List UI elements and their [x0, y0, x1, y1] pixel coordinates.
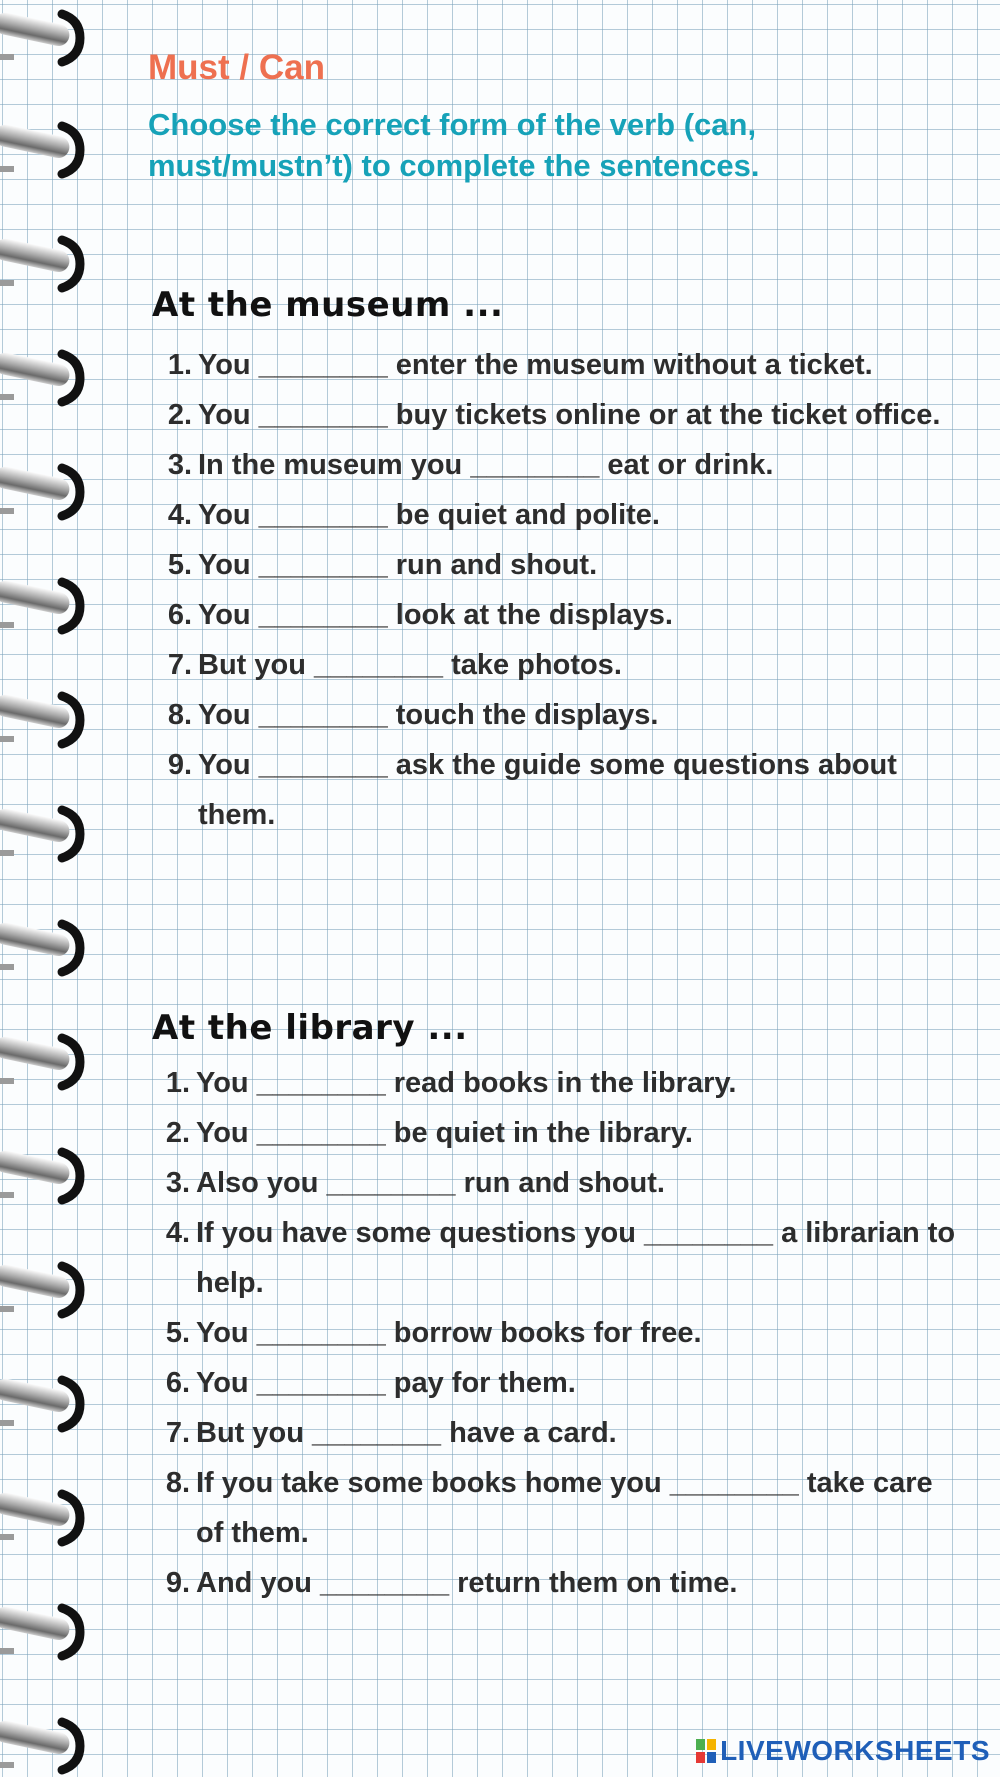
binding-ring [0, 579, 80, 630]
list-item [167, 540, 968, 590]
sentence-text: You ________ be quiet and polite. [198, 499, 660, 531]
binding-ring [0, 123, 80, 174]
sentence-text: But you ________ have a card. [196, 1417, 617, 1449]
binding-ring [0, 1719, 80, 1770]
item-number: 1. [167, 349, 192, 381]
sentence-text: You ________ be quiet in the library. [196, 1117, 693, 1149]
list-item [165, 1158, 966, 1208]
binding-ring [0, 465, 80, 516]
item-number: 2. [165, 1117, 190, 1149]
binding-ring [0, 1377, 80, 1428]
item-number: 5. [165, 1317, 190, 1349]
sentence-text: You ________ ask the guide some questions about them. [198, 749, 897, 831]
sentence-text: If you have some questions you ________ a librarian to help. [196, 1217, 956, 1299]
binding-ring [0, 1491, 80, 1542]
item-number: 7. [165, 1417, 190, 1449]
binding-ring [0, 921, 80, 972]
sentence-text: You ________ buy tickets online or at the ticket office. [198, 399, 941, 431]
item-number: 5. [167, 549, 192, 581]
list-item [165, 1358, 966, 1408]
spiral-binding [0, 0, 100, 1777]
binding-ring [0, 1149, 80, 1200]
binding-ring [0, 1263, 80, 1314]
list-item [167, 490, 968, 540]
list-item [167, 590, 968, 640]
list-item [167, 390, 968, 440]
binding-ring [0, 1605, 80, 1656]
binding-ring [0, 237, 80, 288]
list-item [167, 640, 968, 690]
sentence-text: You ________ enter the museum without a ticket. [198, 349, 873, 381]
liveworksheets-logo-icon [695, 1738, 717, 1764]
sentence-text: You ________ read books in the library. [196, 1067, 737, 1099]
item-number: 8. [167, 699, 192, 731]
sentence-text: You ________ pay for them. [196, 1367, 576, 1399]
list-item [165, 1058, 966, 1108]
museum-sentence-list [167, 340, 968, 840]
binding-ring [0, 11, 80, 62]
sentence-text: You ________ borrow books for free. [196, 1317, 702, 1349]
item-number: 9. [167, 749, 192, 781]
item-number: 6. [167, 599, 192, 631]
liveworksheets-logo[interactable] [695, 1735, 990, 1767]
section-heading-museum: At the museum ... [152, 285, 504, 325]
binding-ring [0, 807, 80, 858]
binding-ring [0, 351, 80, 402]
list-item [167, 340, 968, 390]
item-number: 3. [165, 1167, 190, 1199]
sentence-text: And you ________ return them on time. [196, 1567, 738, 1599]
sentence-text: You ________ look at the displays. [198, 599, 673, 631]
binding-ring [0, 1035, 80, 1086]
section-heading-library: At the library ... [152, 1008, 468, 1048]
item-number: 8. [165, 1467, 190, 1499]
worksheet-title: Must / Can [148, 48, 325, 87]
list-item [165, 1308, 966, 1358]
list-item [165, 1558, 966, 1608]
item-number: 6. [165, 1367, 190, 1399]
list-item [165, 1458, 966, 1558]
instructions: Choose the correct form of the verb (can, must/mustn’t) to complete the sentences. [148, 107, 760, 183]
item-number: 4. [167, 499, 192, 531]
list-item [167, 440, 968, 490]
list-item [165, 1408, 966, 1458]
library-sentence-list [165, 1058, 966, 1608]
sentence-text: In the museum you ________ eat or drink. [198, 449, 774, 481]
list-item [167, 690, 968, 740]
item-number: 2. [167, 399, 192, 431]
binding-ring [0, 693, 80, 744]
sentence-text: But you ________ take photos. [198, 649, 622, 681]
item-number: 7. [167, 649, 192, 681]
sentence-text: If you take some books home you ________ take care of them. [196, 1467, 933, 1549]
sentence-text: Also you ________ run and shout. [196, 1167, 665, 1199]
list-item [167, 740, 968, 840]
list-item [165, 1208, 966, 1308]
list-item [165, 1108, 966, 1158]
sentence-text: You ________ run and shout. [198, 549, 598, 581]
item-number: 1. [165, 1067, 190, 1099]
logo-text: LIVEWORKSHEETS [720, 1735, 990, 1766]
item-number: 4. [165, 1217, 190, 1249]
item-number: 9. [165, 1567, 190, 1599]
sentence-text: You ________ touch the displays. [198, 699, 659, 731]
item-number: 3. [167, 449, 192, 481]
